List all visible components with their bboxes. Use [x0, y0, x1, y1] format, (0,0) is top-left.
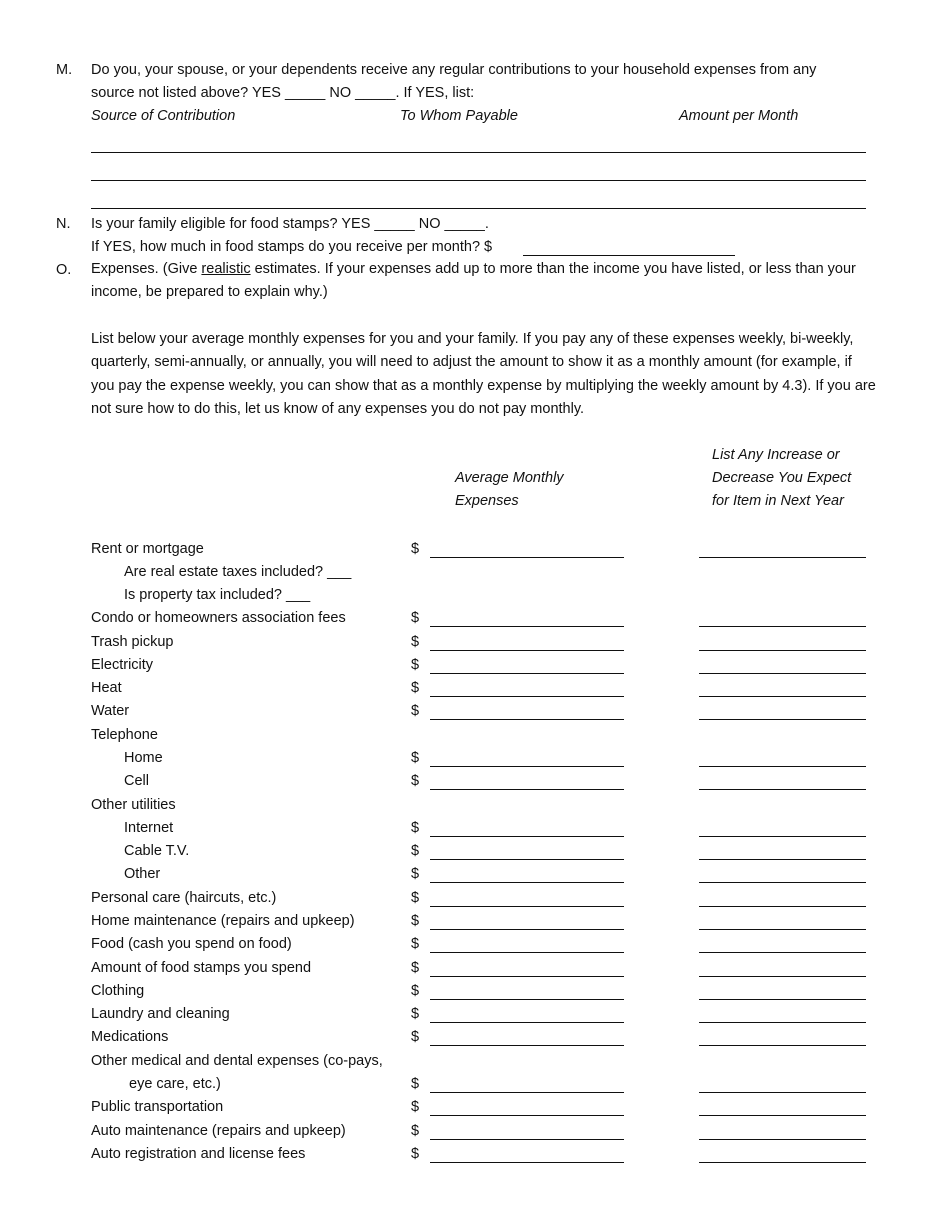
expected-change-field[interactable] — [699, 696, 866, 697]
expense-row-label: Public transportation — [91, 1099, 224, 1115]
monthly-amount-field[interactable] — [430, 976, 624, 977]
section-m-letter: M. — [56, 62, 73, 78]
expected-change-field[interactable] — [699, 859, 866, 860]
monthly-amount-field[interactable] — [430, 766, 624, 767]
dollar-sign: $ — [411, 750, 420, 766]
expense-row-label: Auto maintenance (repairs and upkeep) — [91, 1123, 346, 1139]
expected-change-field[interactable] — [699, 1115, 866, 1116]
monthly-amount-field[interactable] — [430, 626, 624, 627]
monthly-amount-field[interactable] — [430, 836, 624, 837]
monthly-amount-field[interactable] — [430, 1115, 624, 1116]
expense-row-label: Internet — [124, 820, 174, 836]
intro-underlined: realistic — [201, 261, 251, 277]
expense-row-label: Personal care (haircuts, etc.) — [91, 890, 277, 906]
dollar-sign: $ — [411, 680, 420, 696]
col-header-change-line1: List Any Increase or — [712, 447, 840, 463]
expected-change-field[interactable] — [699, 1139, 866, 1140]
expected-change-field[interactable] — [699, 1022, 866, 1023]
expense-row-label: Auto registration and license fees — [91, 1146, 306, 1162]
col-header-amount: Amount per Month — [679, 108, 799, 124]
dollar-sign: $ — [411, 913, 420, 929]
expense-row-label: Is property tax included? ___ — [124, 587, 311, 603]
section-m-question-line1: Do you, your spouse, or your dependents receive any regular contributions to your household expenses from any — [91, 62, 817, 78]
dollar-sign: $ — [411, 866, 420, 882]
dollar-sign: $ — [411, 773, 420, 789]
monthly-amount-field[interactable] — [430, 882, 624, 883]
monthly-amount-field[interactable] — [430, 673, 624, 674]
expense-row-label: Water — [91, 703, 130, 719]
intro-before: Expenses. (Give — [91, 261, 202, 277]
expense-row-label: Other utilities — [91, 797, 176, 813]
col-header-source: Source of Contribution — [91, 108, 236, 124]
dollar-sign: $ — [411, 1029, 420, 1045]
dollar-sign: $ — [411, 820, 420, 836]
monthly-amount-field[interactable] — [430, 999, 624, 1000]
col-header-payable: To Whom Payable — [400, 108, 518, 124]
section-m-question-line2: source not listed above? YES _____ NO _____. If YES, list: — [91, 85, 475, 101]
food-stamp-amount-line[interactable] — [523, 255, 735, 256]
section-o-letter: O. — [56, 262, 72, 278]
monthly-amount-field[interactable] — [430, 929, 624, 930]
expense-row-label: Condo or homeowners association fees — [91, 610, 346, 626]
dollar-sign: $ — [411, 610, 420, 626]
monthly-amount-field[interactable] — [430, 952, 624, 953]
expected-change-field[interactable] — [699, 719, 866, 720]
section-n-letter: N. — [56, 216, 71, 232]
expense-row-label: Rent or mortgage — [91, 541, 204, 557]
monthly-amount-field[interactable] — [430, 1045, 624, 1046]
col-header-avg-line2: Expenses — [455, 493, 519, 509]
expected-change-field[interactable] — [699, 626, 866, 627]
expense-row-label: Amount of food stamps you spend — [91, 960, 312, 976]
expected-change-field[interactable] — [699, 766, 866, 767]
monthly-amount-field[interactable] — [430, 906, 624, 907]
dollar-sign: $ — [411, 1146, 420, 1162]
expense-row-label: Telephone — [91, 727, 158, 743]
contribution-line-1[interactable] — [91, 152, 866, 153]
dollar-sign: $ — [411, 843, 420, 859]
expense-row-label: Are real estate taxes included? ___ — [124, 564, 352, 580]
expense-row-label: eye care, etc.) — [129, 1076, 221, 1092]
expected-change-field[interactable] — [699, 952, 866, 953]
expected-change-field[interactable] — [699, 650, 866, 651]
monthly-amount-field[interactable] — [430, 650, 624, 651]
section-n-question-line1: Is your family eligible for food stamps? YES _____ NO _____. — [91, 216, 489, 232]
dollar-sign: $ — [411, 1099, 420, 1115]
monthly-amount-field[interactable] — [430, 1092, 624, 1093]
expense-row-label: Home maintenance (repairs and upkeep) — [91, 913, 355, 929]
dollar-sign: $ — [411, 960, 420, 976]
col-header-change-line2: Decrease You Expect — [712, 470, 852, 486]
monthly-amount-field[interactable] — [430, 1162, 624, 1163]
expense-row-label: Other medical and dental expenses (co-pays, — [91, 1053, 383, 1069]
expected-change-field[interactable] — [699, 929, 866, 930]
monthly-amount-field[interactable] — [430, 859, 624, 860]
expected-change-field[interactable] — [699, 789, 866, 790]
expense-row-label: Medications — [91, 1029, 169, 1045]
expected-change-field[interactable] — [699, 882, 866, 883]
dollar-sign: $ — [411, 1076, 420, 1092]
expected-change-field[interactable] — [699, 999, 866, 1000]
expense-row-label: Clothing — [91, 983, 145, 999]
monthly-amount-field[interactable] — [430, 557, 624, 558]
expense-row-label: Home — [124, 750, 163, 766]
col-header-avg-line1: Average Monthly — [455, 470, 564, 486]
expense-row-label: Other — [124, 866, 161, 882]
expected-change-field[interactable] — [699, 906, 866, 907]
expected-change-field[interactable] — [699, 1045, 866, 1046]
monthly-amount-field[interactable] — [430, 789, 624, 790]
expense-row-label: Laundry and cleaning — [91, 1006, 230, 1022]
dollar-sign: $ — [411, 1006, 420, 1022]
dollar-sign: $ — [411, 657, 420, 673]
dollar-sign: $ — [411, 1123, 420, 1139]
section-o-intro — [91, 258, 876, 305]
section-n-question-line2: If YES, how much in food stamps do you receive per month? $ — [91, 239, 493, 255]
expected-change-field[interactable] — [699, 1092, 866, 1093]
expense-row-label: Cable T.V. — [124, 843, 190, 859]
expense-row-label: Electricity — [91, 657, 154, 673]
expense-row-label: Heat — [91, 680, 122, 696]
dollar-sign: $ — [411, 936, 420, 952]
dollar-sign: $ — [411, 634, 420, 650]
dollar-sign: $ — [411, 541, 420, 557]
expense-row-label: Food (cash you spend on food) — [91, 936, 292, 952]
intro-after: estimates. If your expenses add up to more than the income you have listed, or less than your income, be prepared to explain why.) — [91, 261, 856, 301]
monthly-amount-field[interactable] — [430, 1022, 624, 1023]
monthly-amount-field[interactable] — [430, 719, 624, 720]
col-header-change-line3: for Item in Next Year — [712, 493, 844, 509]
monthly-amount-field[interactable] — [430, 1139, 624, 1140]
expense-row-label: Trash pickup — [91, 634, 174, 650]
expected-change-field[interactable] — [699, 557, 866, 558]
expected-change-field[interactable] — [699, 976, 866, 977]
section-o-instructions: List below your average monthly expenses for you and your family. If you pay any of these expenses weekly, bi-weekly, quarterly, semi-annually, or annually, you will need to adjust the amount to show it as a monthly amount (for example, if you pay the expense weekly, you can show that as a monthly expense by multiplying the weekly amount by 4.3). If you are not sure how to do this, let us know of any expenses you do not pay monthly. — [91, 331, 876, 417]
expected-change-field[interactable] — [699, 673, 866, 674]
expected-change-field[interactable] — [699, 1162, 866, 1163]
monthly-amount-field[interactable] — [430, 696, 624, 697]
dollar-sign: $ — [411, 703, 420, 719]
expected-change-field[interactable] — [699, 836, 866, 837]
dollar-sign: $ — [411, 890, 420, 906]
dollar-sign: $ — [411, 983, 420, 999]
contribution-line-2[interactable] — [91, 180, 866, 181]
expense-row-label: Cell — [124, 773, 149, 789]
contribution-line-3[interactable] — [91, 208, 866, 209]
